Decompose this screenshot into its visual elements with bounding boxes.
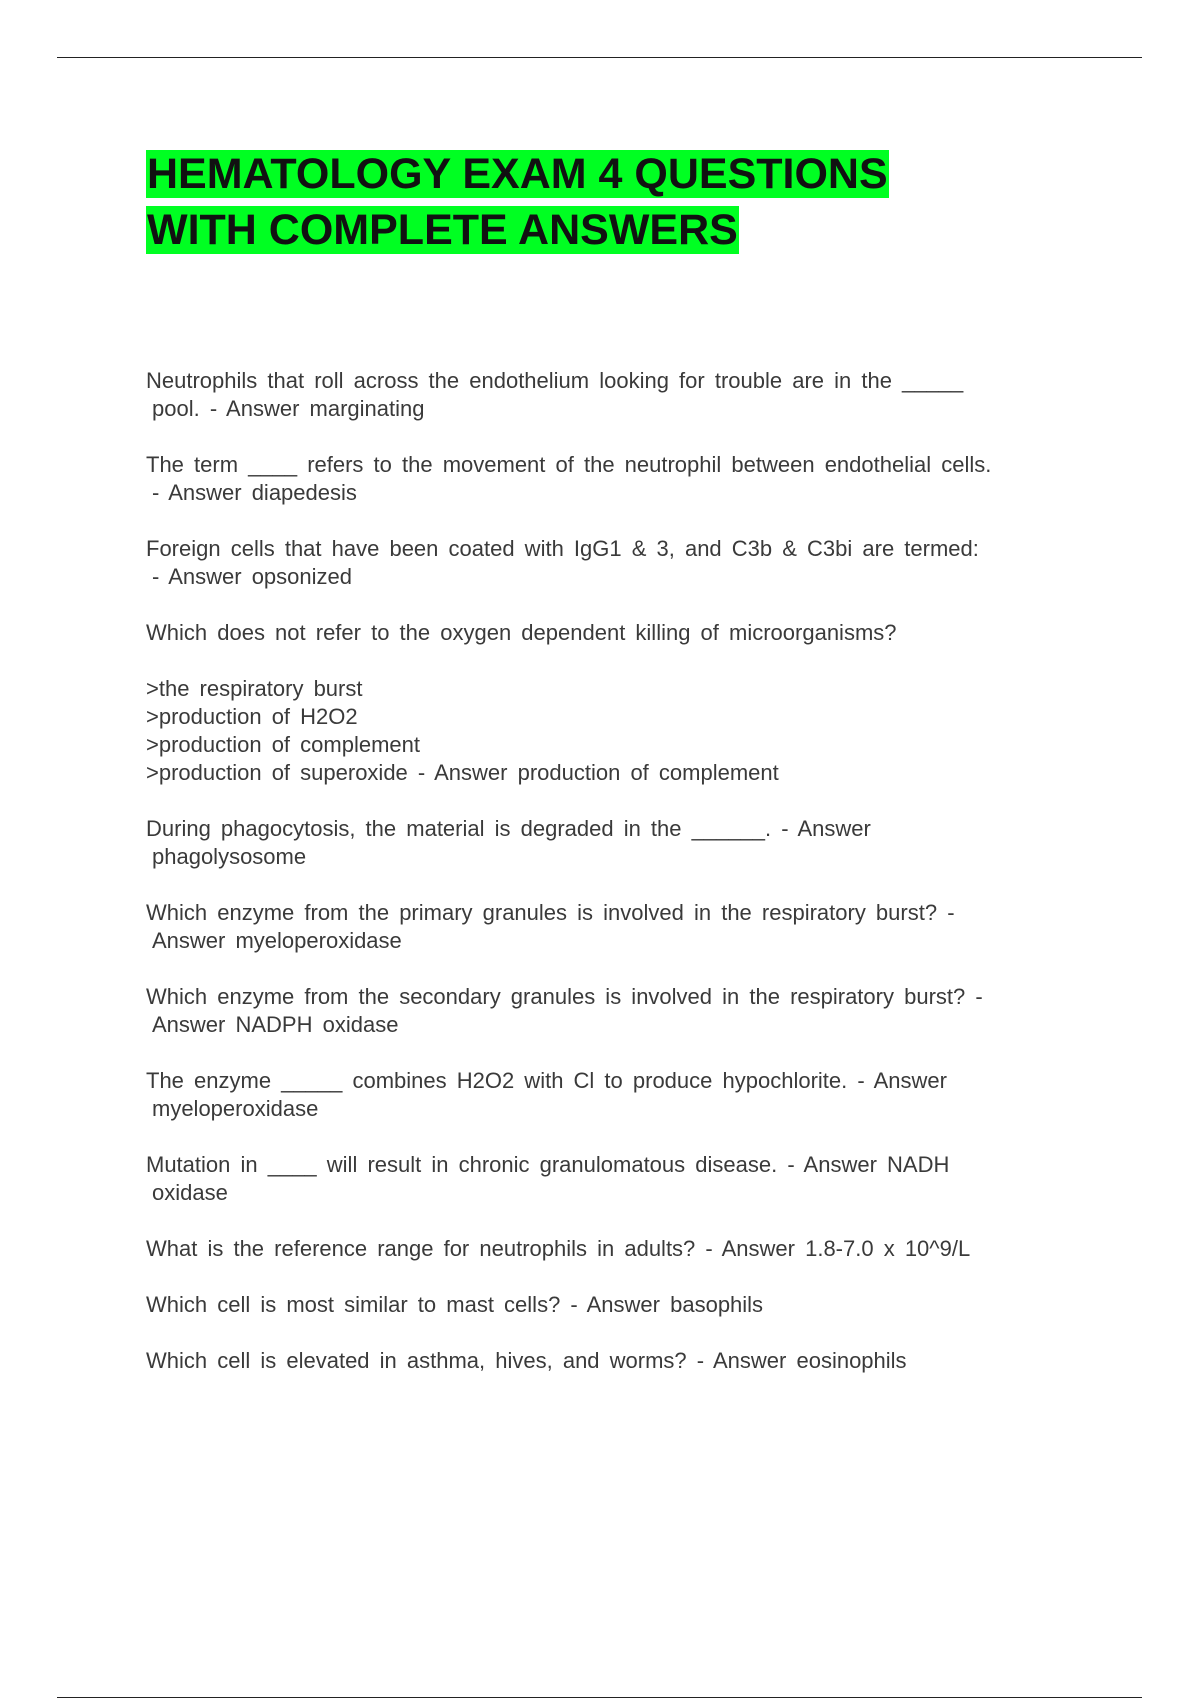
- question-list: [146, 367, 1081, 1403]
- question-text: Mutation in ____ will result in chronic granulomatous disease. - Answer NADH: [146, 1152, 950, 1177]
- qa-item: [146, 1067, 1081, 1123]
- qa-item: [146, 1151, 1081, 1207]
- qa-item: [146, 619, 1081, 647]
- option-item: >production of H2O2: [146, 704, 358, 729]
- qa-item: [146, 1291, 1081, 1319]
- footer-rule: [57, 1697, 1142, 1698]
- title-line-1: HEMATOLOGY EXAM 4 QUESTIONS: [147, 150, 888, 198]
- qa-item: [146, 451, 1081, 507]
- answer-text: myeloperoxidase: [152, 1096, 319, 1121]
- option-item: >production of complement: [146, 732, 420, 757]
- answer-text: Answer NADPH oxidase: [152, 1012, 399, 1037]
- document-title: [146, 146, 1046, 258]
- qa-item: [146, 899, 1081, 955]
- question-text: The term ____ refers to the movement of the neutrophil between endothelial cells.: [146, 452, 992, 477]
- question-text: Which does not refer to the oxygen dependent killing of microorganisms?: [146, 620, 897, 645]
- answer-text: - Answer opsonized: [152, 564, 352, 589]
- question-text: Which cell is most similar to mast cells? - Answer basophils: [146, 1292, 764, 1317]
- answer-text: - Answer diapedesis: [152, 480, 357, 505]
- question-text: The enzyme _____ combines H2O2 with Cl to produce hypochlorite. - Answer: [146, 1068, 947, 1093]
- question-text: What is the reference range for neutrophils in adults? - Answer 1.8-7.0 x 10^9/L: [146, 1236, 971, 1261]
- question-text: Neutrophils that roll across the endothelium looking for trouble are in the _____: [146, 368, 964, 393]
- title-line-2: WITH COMPLETE ANSWERS: [147, 206, 738, 254]
- option-list: [146, 675, 1081, 787]
- answer-text: Answer myeloperoxidase: [152, 928, 402, 953]
- question-text: Which enzyme from the primary granules is involved in the respiratory burst? -: [146, 900, 955, 925]
- qa-item: [146, 535, 1081, 591]
- question-text: During phagocytosis, the material is degraded in the ______. - Answer: [146, 816, 871, 841]
- header-rule: [57, 57, 1142, 58]
- option-item: >production of superoxide - Answer production of complement: [146, 760, 779, 785]
- question-text: Foreign cells that have been coated with IgG1 & 3, and C3b & C3bi are termed:: [146, 536, 979, 561]
- question-text: Which cell is elevated in asthma, hives, and worms? - Answer eosinophils: [146, 1348, 907, 1373]
- qa-item: [146, 983, 1081, 1039]
- qa-item: [146, 1347, 1081, 1375]
- answer-text: oxidase: [152, 1180, 228, 1205]
- answer-text: phagolysosome: [152, 844, 307, 869]
- qa-item: [146, 1235, 1081, 1263]
- option-item: >the respiratory burst: [146, 676, 363, 701]
- question-text: Which enzyme from the secondary granules is involved in the respiratory burst? -: [146, 984, 983, 1009]
- qa-item: [146, 367, 1081, 423]
- qa-item: [146, 815, 1081, 871]
- answer-text: pool. - Answer marginating: [152, 396, 425, 421]
